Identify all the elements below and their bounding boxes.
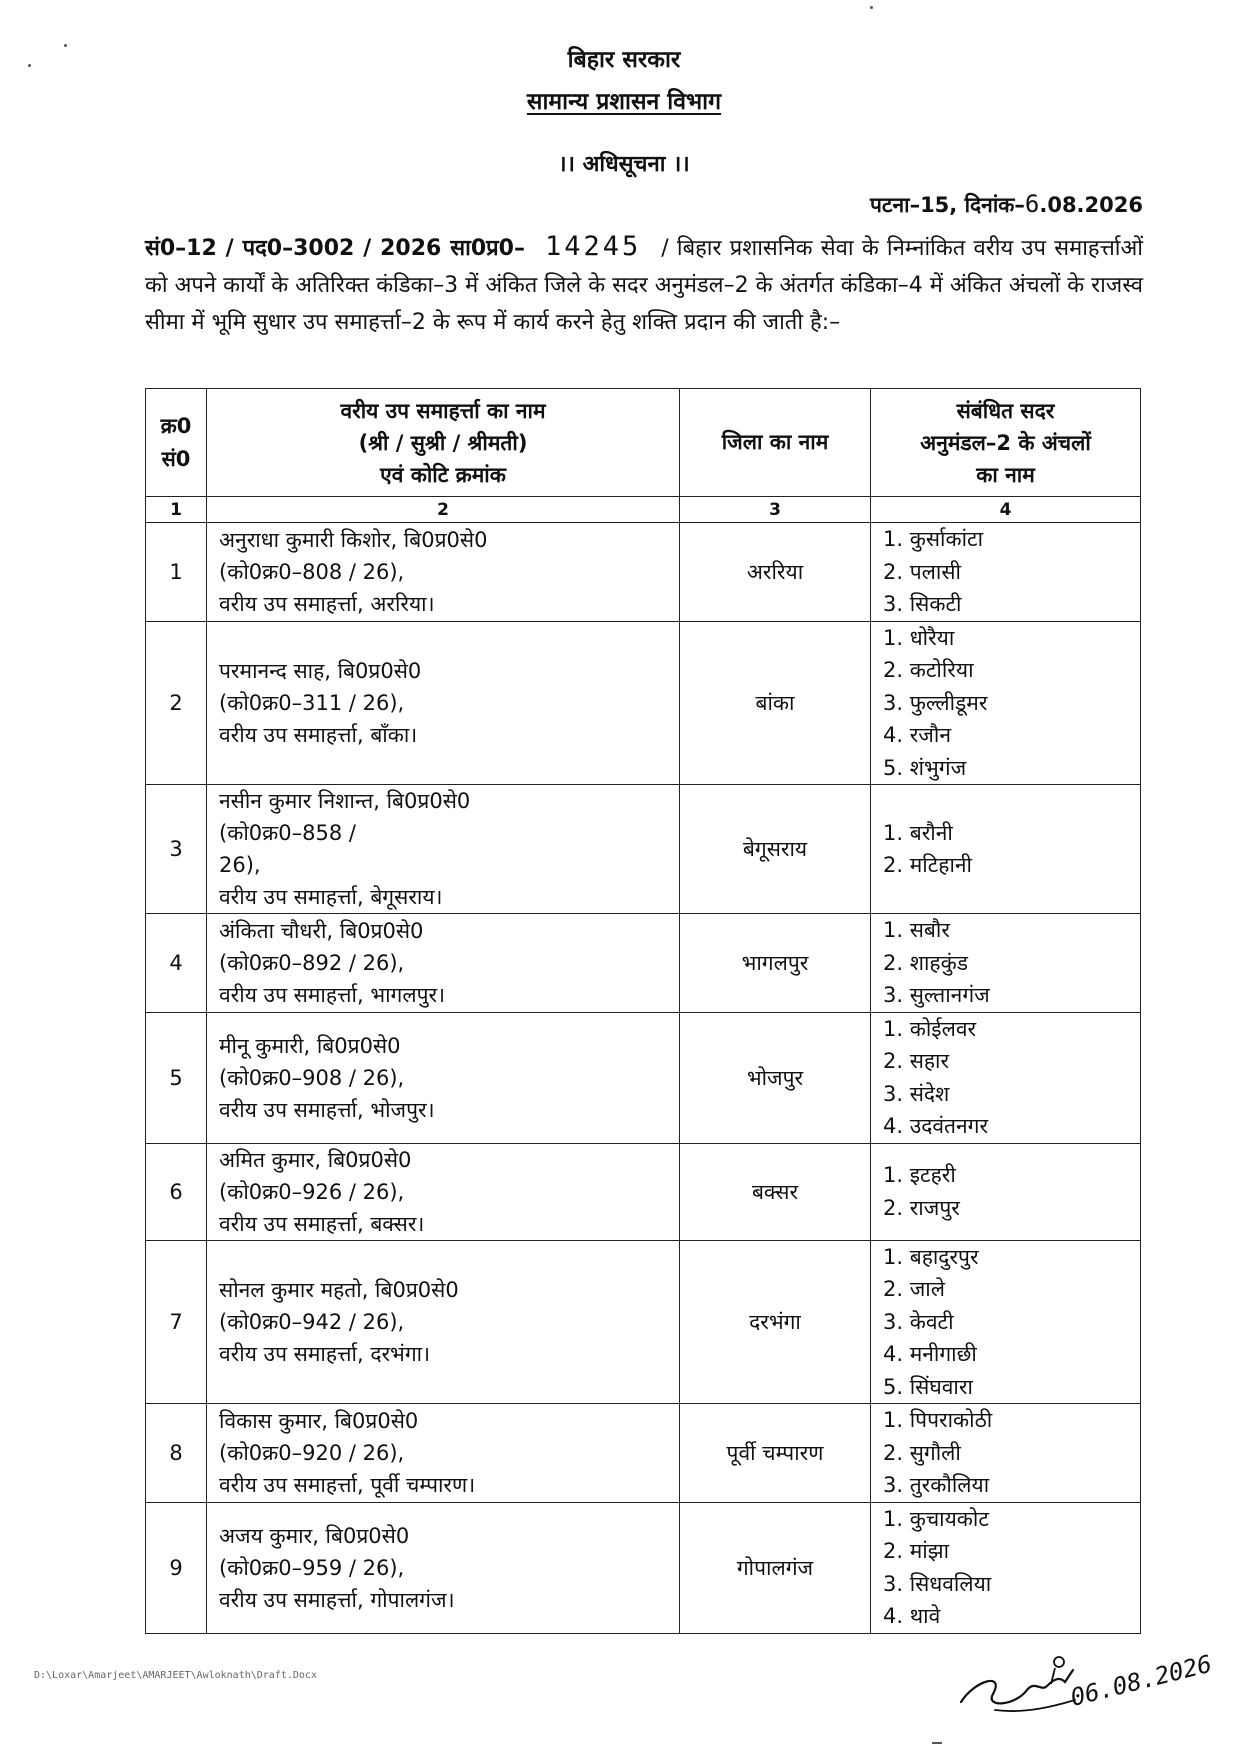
officer-cell [207, 1404, 680, 1503]
district-cell: बक्सर [680, 1143, 871, 1240]
officer-line: (को0क्र0–858 / [219, 821, 356, 845]
dateline-day: 6 [1024, 190, 1040, 218]
table-row [146, 1143, 1141, 1240]
block-item: 2. मांझा [883, 1539, 950, 1563]
officer-line: मीनू कुमारी, बि0प्र0से0 [219, 1033, 401, 1058]
column-number-row [146, 497, 1141, 523]
officer-line: विकास कुमार, बि0प्र0से0 [219, 1408, 419, 1433]
order-paragraph [145, 228, 1143, 341]
table-row [146, 914, 1141, 1013]
blocks-list [883, 817, 1140, 882]
block-item: 1. सबौर [883, 918, 950, 942]
scan-speck [870, 6, 873, 9]
officer-cell [207, 1143, 680, 1240]
block-item: 4. थावे [883, 1604, 941, 1628]
table-row [146, 523, 1141, 622]
scan-speck [932, 1742, 942, 1744]
government-heading: बिहार सरकार [567, 47, 681, 73]
blocks-cell [871, 621, 1141, 785]
officer-line: परमानन्द साह, बि0प्र0से0 [219, 658, 422, 683]
district-cell: बांका [680, 621, 871, 785]
block-item: 2. कटोरिया [883, 658, 974, 682]
block-item: 3. तुरकौलिया [883, 1473, 990, 1497]
blocks-cell [871, 1240, 1141, 1404]
officer-line: वरीय उप समाहर्त्ता, पूर्वी चम्पारण। [219, 1472, 476, 1497]
block-item: 1. धोरैया [883, 625, 955, 650]
officer-line: वरीय उप समाहर्त्ता, बेगूसराय। [219, 885, 443, 909]
handwritten-memo-number: 14245 [544, 231, 642, 262]
district-cell: पूर्वी चम्पारण [680, 1404, 871, 1503]
officer-line: (को0क्र0–920 / 26), [219, 1440, 405, 1465]
officer-line: वरीय उप समाहर्त्ता, भागलपुर। [219, 982, 446, 1007]
scan-speck [28, 64, 31, 67]
blocks-list [883, 1013, 1140, 1143]
officer-line: (को0क्र0–908 / 26), [219, 1065, 405, 1090]
block-item: 2. मटिहानी [883, 853, 972, 877]
block-item: 1. पिपराकोठी [883, 1408, 993, 1432]
block-item: 3. सिकटी [883, 592, 962, 616]
table-body [146, 523, 1141, 1634]
signature-date: 06.08.2026 [1067, 1649, 1215, 1712]
serial-number-cell: 4 [146, 914, 207, 1013]
block-item: 3. सिधवलिया [883, 1571, 992, 1596]
officer-line: सोनल कुमार महतो, बि0प्र0से0 [219, 1277, 459, 1302]
serial-number-cell: 9 [146, 1502, 207, 1633]
header-serial-number: क्र0 सं0 [146, 389, 207, 497]
blocks-cell [871, 1143, 1141, 1240]
handwritten-signature [955, 1610, 1215, 1720]
blocks-cell [871, 785, 1141, 914]
officer-line: 26), [219, 853, 261, 877]
blocks-cell [871, 1404, 1141, 1503]
officer-cell [207, 523, 680, 622]
header-district-name: जिला का नाम [680, 389, 871, 497]
block-item: 4. रजौन [883, 723, 951, 747]
header-blocks: संबंधित सदर अनुमंडल–2 के अंचलों का नाम [871, 389, 1141, 497]
district-cell: अररिया [680, 523, 871, 622]
notification-heading: ।। अधिसूचना ।। [558, 152, 690, 177]
block-item: 1. बरौनी [883, 820, 953, 845]
officer-line: (को0क्र0–959 / 26), [219, 1555, 405, 1580]
officer-line: (को0क्र0–808 / 26), [219, 559, 405, 584]
block-item: 3. संदेश [883, 1081, 950, 1106]
blocks-list [883, 1404, 1140, 1502]
order-body: / बिहार प्रशासनिक सेवा के निम्नांकित वरीय उप समाहर्त्ताओं को अपने कार्यों के अतिरिक्त कंडिका–3 में अंकित जिले के सदर अनुमंडल–2 के अंतर्गत कंडिका–4 में अंकित अंचलों के राजस्व सीमा में भूमि सुधार उप समाहर्त्ता–2 के रूप में कार्य करने हेतु शक्ति प्रदान की जाती है:– [145, 236, 1143, 335]
block-item: 1. कुर्साकांटा [883, 527, 984, 551]
serial-number-cell: 6 [146, 1143, 207, 1240]
header-officer-name: वरीय उप समाहर्त्ता का नाम (श्री / सुश्री / श्रीमती) एवं कोटि क्रमांक [207, 389, 680, 497]
column-number: 1 [146, 497, 207, 523]
table-row [146, 1012, 1141, 1143]
block-item: 2. राजपुर [883, 1195, 960, 1220]
order-reference-number: सं0–12 / पद0–3002 / 2026 सा0प्र0– [145, 236, 525, 261]
file-path-footer: D:\Loxar\Amarjeet\AMARJEET\Awloknath\Draft.Docx [34, 1670, 317, 1681]
serial-number-cell: 2 [146, 621, 207, 785]
officer-line: नसीन कुमार निशान्त, बि0प्र0से0 [219, 789, 471, 813]
block-item: 4. उदवंतनगर [883, 1114, 989, 1138]
block-item: 4. मनीगाछी [883, 1342, 977, 1366]
officer-line: (को0क्र0–942 / 26), [219, 1309, 405, 1334]
serial-number-cell: 8 [146, 1404, 207, 1503]
block-item: 1. बहादुरपुर [883, 1244, 979, 1269]
officer-line: (को0क्र0–311 / 26), [219, 690, 405, 715]
blocks-list [883, 1241, 1140, 1404]
column-number: 3 [680, 497, 871, 523]
serial-number-cell: 5 [146, 1012, 207, 1143]
district-cell: दरभंगा [680, 1240, 871, 1404]
block-item: 3. केवटी [883, 1309, 954, 1334]
officer-cell [207, 1502, 680, 1633]
blocks-cell [871, 914, 1141, 1013]
block-item: 1. कुचायकोट [883, 1506, 989, 1531]
block-item: 1. इटहरी [883, 1163, 956, 1187]
district-cell: बेगूसराय [680, 785, 871, 914]
officer-line: वरीय उप समाहर्त्ता, अररिया। [219, 591, 435, 616]
officer-line: (को0क्र0–892 / 26), [219, 950, 405, 975]
officer-cell [207, 1012, 680, 1143]
district-cell: भागलपुर [680, 914, 871, 1013]
dateline-prefix: पटना–15, दिनांक– [869, 193, 1025, 217]
district-cell: भोजपुर [680, 1012, 871, 1143]
department-name: सामान्य प्रशासन विभाग [526, 89, 722, 115]
blocks-list [883, 622, 1140, 785]
blocks-cell [871, 523, 1141, 622]
department-heading [0, 84, 1248, 116]
block-item: 2. जाले [883, 1277, 945, 1301]
table-header-row [146, 389, 1141, 497]
officer-line: वरीय उप समाहर्त्ता, भोजपुर। [219, 1097, 435, 1122]
table-row [146, 1240, 1141, 1404]
officer-line: वरीय उप समाहर्त्ता, गोपालगंज। [219, 1587, 455, 1612]
block-item: 5. सिंघवारा [883, 1374, 973, 1399]
district-cell: गोपालगंज [680, 1502, 871, 1633]
officer-line: वरीय उप समाहर्त्ता, दरभंगा। [219, 1341, 431, 1366]
officer-line: अमित कुमार, बि0प्र0से0 [219, 1147, 412, 1172]
officer-assignment-table [145, 388, 1141, 1634]
block-item: 3. फुल्लीडूमर [883, 690, 988, 715]
block-item: 2. सहार [883, 1049, 950, 1073]
block-item: 1. कोईलवर [883, 1016, 977, 1041]
table-row [146, 785, 1141, 914]
officer-line: अंकिता चौधरी, बि0प्र0से0 [219, 918, 424, 943]
dateline-rest: .08.2026 [1039, 193, 1143, 217]
serial-number-cell: 1 [146, 523, 207, 622]
serial-number-cell: 3 [146, 785, 207, 914]
column-number: 2 [207, 497, 680, 523]
blocks-list [883, 1159, 1140, 1224]
block-item: 5. शंभुगंज [883, 755, 967, 780]
block-item: 2. पलासी [883, 559, 961, 584]
block-item: 2. शाहकुंड [883, 950, 968, 975]
officer-line: वरीय उप समाहर्त्ता, बाँका। [219, 722, 418, 747]
table-row [146, 1404, 1141, 1503]
officer-line: (को0क्र0–926 / 26), [219, 1179, 405, 1204]
blocks-cell [871, 1012, 1141, 1143]
officer-cell [207, 914, 680, 1013]
block-item: 2. सुगौली [883, 1440, 961, 1465]
officer-line: अजय कुमार, बि0प्र0से0 [219, 1523, 410, 1548]
column-number: 4 [871, 497, 1141, 523]
serial-number-cell: 7 [146, 1240, 207, 1404]
officer-cell [207, 1240, 680, 1404]
scan-speck [64, 44, 67, 47]
officer-line: अनुराधा कुमारी किशोर, बि0प्र0से0 [219, 527, 488, 552]
block-item: 3. सुल्तानगंज [883, 983, 990, 1007]
table-row [146, 621, 1141, 785]
blocks-list [883, 523, 1140, 621]
officer-line: वरीय उप समाहर्त्ता, बक्सर। [219, 1211, 425, 1236]
dateline [870, 190, 1143, 219]
officer-cell [207, 785, 680, 914]
blocks-list [883, 914, 1140, 1012]
officer-cell [207, 621, 680, 785]
